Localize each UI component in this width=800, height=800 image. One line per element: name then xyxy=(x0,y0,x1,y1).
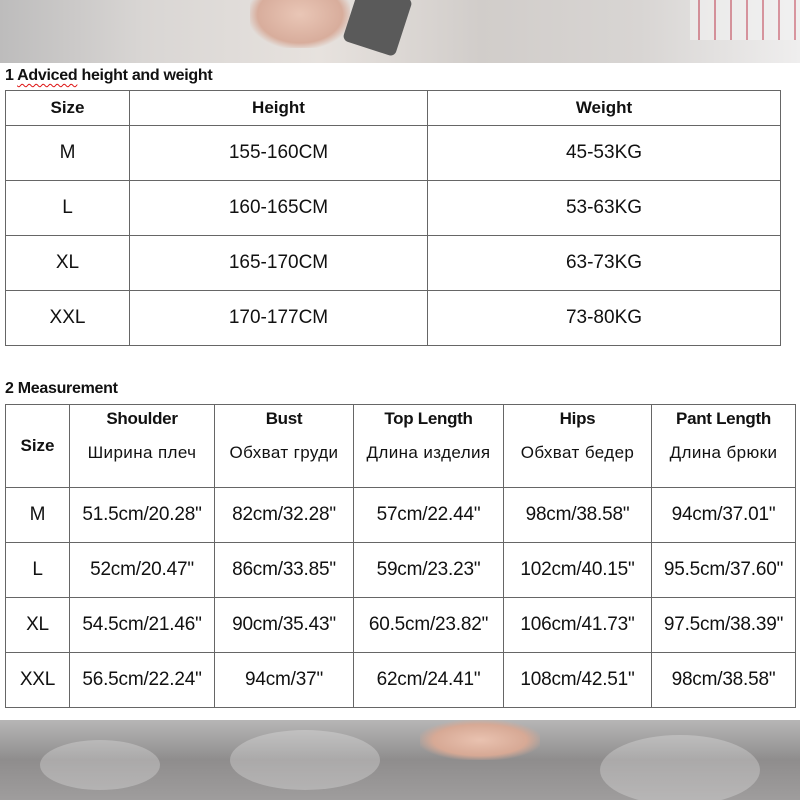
weight-cell: 45-53KG xyxy=(428,126,781,181)
header-russian: Ширина плеч xyxy=(87,443,197,462)
bust-cell: 82cm/32.28" xyxy=(215,488,354,543)
hand-image xyxy=(250,0,350,48)
size-cell: XL xyxy=(6,236,130,291)
phone-image xyxy=(342,0,413,57)
header-english: Top Length xyxy=(384,409,473,428)
column-header-height: Height xyxy=(130,91,428,126)
spellcheck-word: Adviced xyxy=(17,67,78,84)
header-english: Bust xyxy=(265,409,303,428)
weight-cell: 63-73KG xyxy=(428,236,781,291)
fabric-fold xyxy=(600,735,760,800)
column-header-size: Size xyxy=(6,405,70,488)
product-photo-bottom xyxy=(0,720,800,800)
hand-image xyxy=(420,720,540,760)
column-header-size: Size xyxy=(6,91,130,126)
bust-cell: 90cm/35.43" xyxy=(215,598,354,653)
table-row xyxy=(6,488,796,543)
size-cell: M xyxy=(6,488,70,543)
pant-length-cell: 97.5cm/38.39" xyxy=(652,598,796,653)
header-russian: Длина изделия xyxy=(366,443,491,462)
hips-cell: 102cm/40.15" xyxy=(504,543,652,598)
header-english: Shoulder xyxy=(106,409,178,428)
hips-cell: 106cm/41.73" xyxy=(504,598,652,653)
size-cell: L xyxy=(6,181,130,236)
header-english: Pant Length xyxy=(676,409,771,428)
table-header-row xyxy=(6,405,796,488)
weight-cell: 73-80KG xyxy=(428,291,781,346)
pant-length-cell: 98cm/38.58" xyxy=(652,653,796,708)
column-header-shoulder xyxy=(70,405,215,488)
section-title-advice xyxy=(5,67,212,85)
size-cell: XL xyxy=(6,598,70,653)
top-length-cell: 62cm/24.41" xyxy=(354,653,504,708)
pant-length-cell: 95.5cm/37.60" xyxy=(652,543,796,598)
top-length-cell: 60.5cm/23.82" xyxy=(354,598,504,653)
table-row xyxy=(6,181,781,236)
table-row xyxy=(6,653,796,708)
header-russian: Длина брюки xyxy=(669,443,778,462)
height-cell: 170-177CM xyxy=(130,291,428,346)
column-header-pant-length xyxy=(652,405,796,488)
fabric-fold xyxy=(40,740,160,790)
shoulder-cell: 56.5cm/22.24" xyxy=(70,653,215,708)
table-header-row xyxy=(6,91,781,126)
pant-length-cell: 94cm/37.01" xyxy=(652,488,796,543)
header-english: Hips xyxy=(559,409,596,428)
size-cell: XXL xyxy=(6,653,70,708)
section-number: 1 xyxy=(5,67,14,84)
weight-cell: 53-63KG xyxy=(428,181,781,236)
size-cell: L xyxy=(6,543,70,598)
product-photo-top xyxy=(0,0,800,63)
hips-cell: 98cm/38.58" xyxy=(504,488,652,543)
size-cell: M xyxy=(6,126,130,181)
fabric-pattern-image xyxy=(690,0,800,40)
hips-cell: 108cm/42.51" xyxy=(504,653,652,708)
header-russian: Обхват груди xyxy=(229,443,339,462)
measurement-table xyxy=(5,404,796,708)
fabric-fold xyxy=(230,730,380,790)
height-cell: 165-170CM xyxy=(130,236,428,291)
shoulder-cell: 54.5cm/21.46" xyxy=(70,598,215,653)
table-row xyxy=(6,291,781,346)
column-header-weight: Weight xyxy=(428,91,781,126)
shoulder-cell: 52cm/20.47" xyxy=(70,543,215,598)
size-cell: XXL xyxy=(6,291,130,346)
height-weight-table xyxy=(5,90,781,346)
height-cell: 155-160CM xyxy=(130,126,428,181)
column-header-bust xyxy=(215,405,354,488)
column-header-hips xyxy=(504,405,652,488)
header-russian: Обхват бедер xyxy=(520,443,635,462)
shoulder-cell: 51.5cm/20.28" xyxy=(70,488,215,543)
table-row xyxy=(6,126,781,181)
table-row xyxy=(6,543,796,598)
column-header-top-length xyxy=(354,405,504,488)
section-title-rest: height and weight xyxy=(81,67,213,84)
height-cell: 160-165CM xyxy=(130,181,428,236)
top-length-cell: 59cm/23.23" xyxy=(354,543,504,598)
bust-cell: 86cm/33.85" xyxy=(215,543,354,598)
section-title-measurement: 2 Measurement xyxy=(5,380,118,397)
bust-cell: 94cm/37" xyxy=(215,653,354,708)
top-length-cell: 57cm/22.44" xyxy=(354,488,504,543)
table-row xyxy=(6,236,781,291)
table-row xyxy=(6,598,796,653)
